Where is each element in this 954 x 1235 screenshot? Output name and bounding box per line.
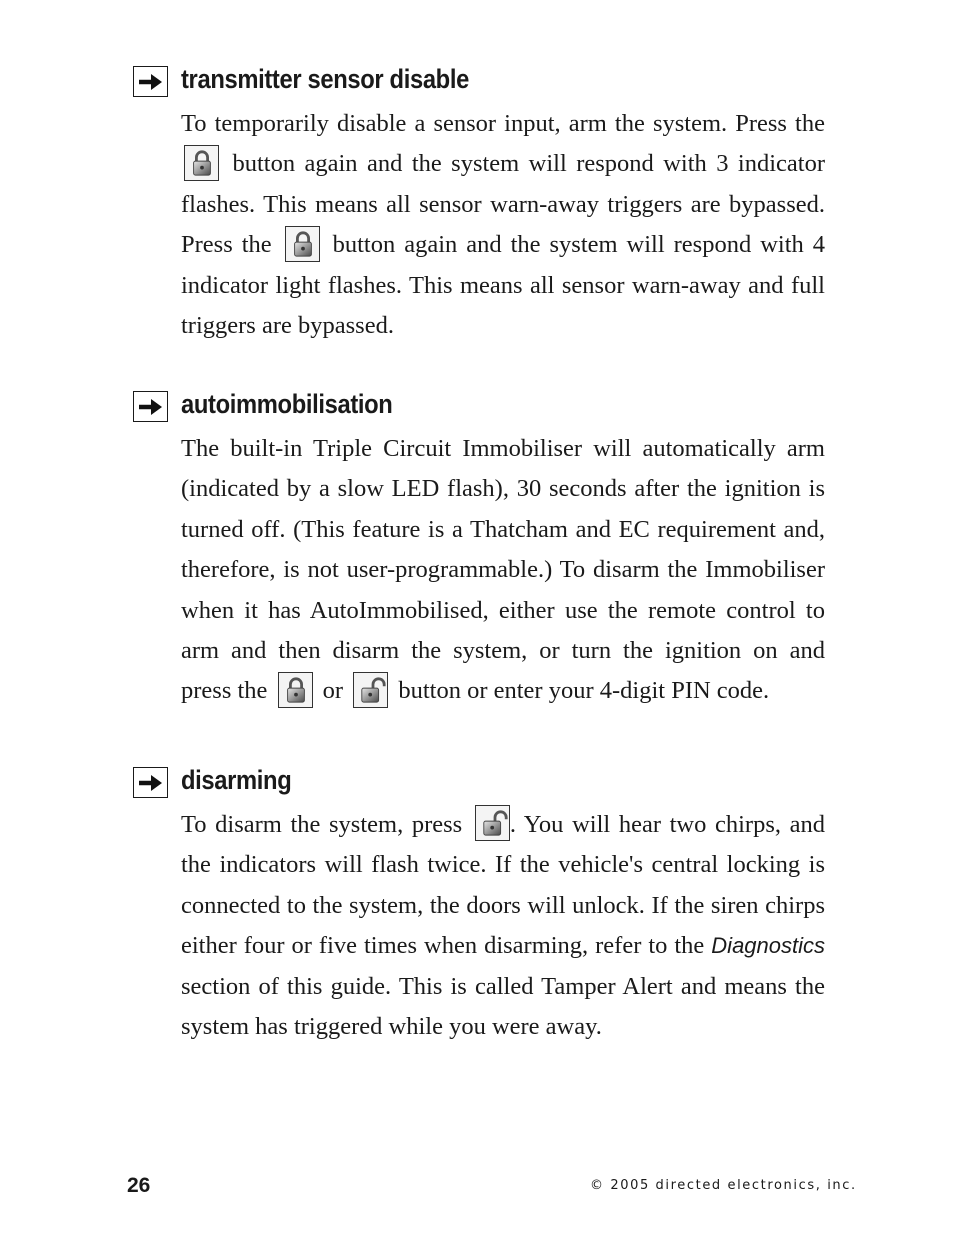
page-number: 26 bbox=[127, 1174, 151, 1197]
paragraph-line: flashes. This means all sensor warn-away triggers are bypassed. bbox=[181, 190, 825, 218]
copyright-footer: © 2005 directed electronics, inc. bbox=[590, 1178, 857, 1193]
diagnostics-reference: Diagnostics bbox=[711, 933, 826, 959]
paragraph-line: press the or button or enter your 4-digit PIN code. bbox=[181, 671, 825, 711]
section-body bbox=[181, 805, 825, 1047]
paragraph-line: button again and the system will respond with 3 indicator bbox=[181, 144, 825, 184]
arrow-right-icon bbox=[133, 391, 168, 422]
arrow-right-icon bbox=[133, 66, 168, 97]
paragraph-line: turned off. (This feature is a Thatcham and EC requirement and, bbox=[181, 515, 825, 543]
paragraph-line: indicator light flashes. This means all sensor warn-away and full bbox=[181, 271, 825, 299]
arrow-right-icon bbox=[133, 767, 168, 798]
unlock-icon bbox=[353, 672, 388, 708]
paragraph-line: section of this guide. This is called Tamper Alert and means the bbox=[181, 972, 825, 1000]
lock-icon bbox=[285, 226, 320, 262]
section-heading: transmitter sensor disable bbox=[181, 64, 469, 94]
paragraph-line: Press the button again and the system will respond with 4 bbox=[181, 225, 825, 265]
section-body bbox=[181, 104, 825, 346]
section-body bbox=[181, 429, 825, 712]
paragraph-line: triggers are bypassed. bbox=[181, 311, 394, 339]
lock-icon bbox=[278, 672, 313, 708]
paragraph-line: (indicated by a slow LED flash), 30 seconds after the ignition is bbox=[181, 475, 825, 503]
paragraph-line: the indicators will flash twice. If the vehicle's central locking is bbox=[181, 851, 825, 879]
section-heading: autoimmobilisation bbox=[181, 389, 393, 419]
paragraph-line: To disarm the system, press . You will hear two chirps, and bbox=[181, 805, 825, 845]
paragraph-line: The built-in Triple Circuit Immobiliser will automatically arm bbox=[181, 435, 825, 462]
section-heading: disarming bbox=[181, 765, 292, 795]
paragraph-line: either four or five times when disarming, refer to the Diagnostics bbox=[181, 932, 826, 960]
paragraph-line: when it has AutoImmobilised, either use the remote control to bbox=[181, 596, 825, 624]
paragraph-line: connected to the system, the doors will unlock. If the siren chirps bbox=[181, 891, 825, 919]
unlock-icon bbox=[475, 805, 510, 841]
lock-icon bbox=[184, 145, 219, 181]
paragraph-line: system has triggered while you were away. bbox=[181, 1012, 602, 1040]
paragraph-line: To temporarily disable a sensor input, arm the system. Press the bbox=[181, 110, 825, 137]
paragraph-line: arm and then disarm the system, or turn the ignition on and bbox=[181, 636, 825, 664]
paragraph-line: therefore, is not user-programmable.) To disarm the Immobiliser bbox=[181, 556, 825, 584]
